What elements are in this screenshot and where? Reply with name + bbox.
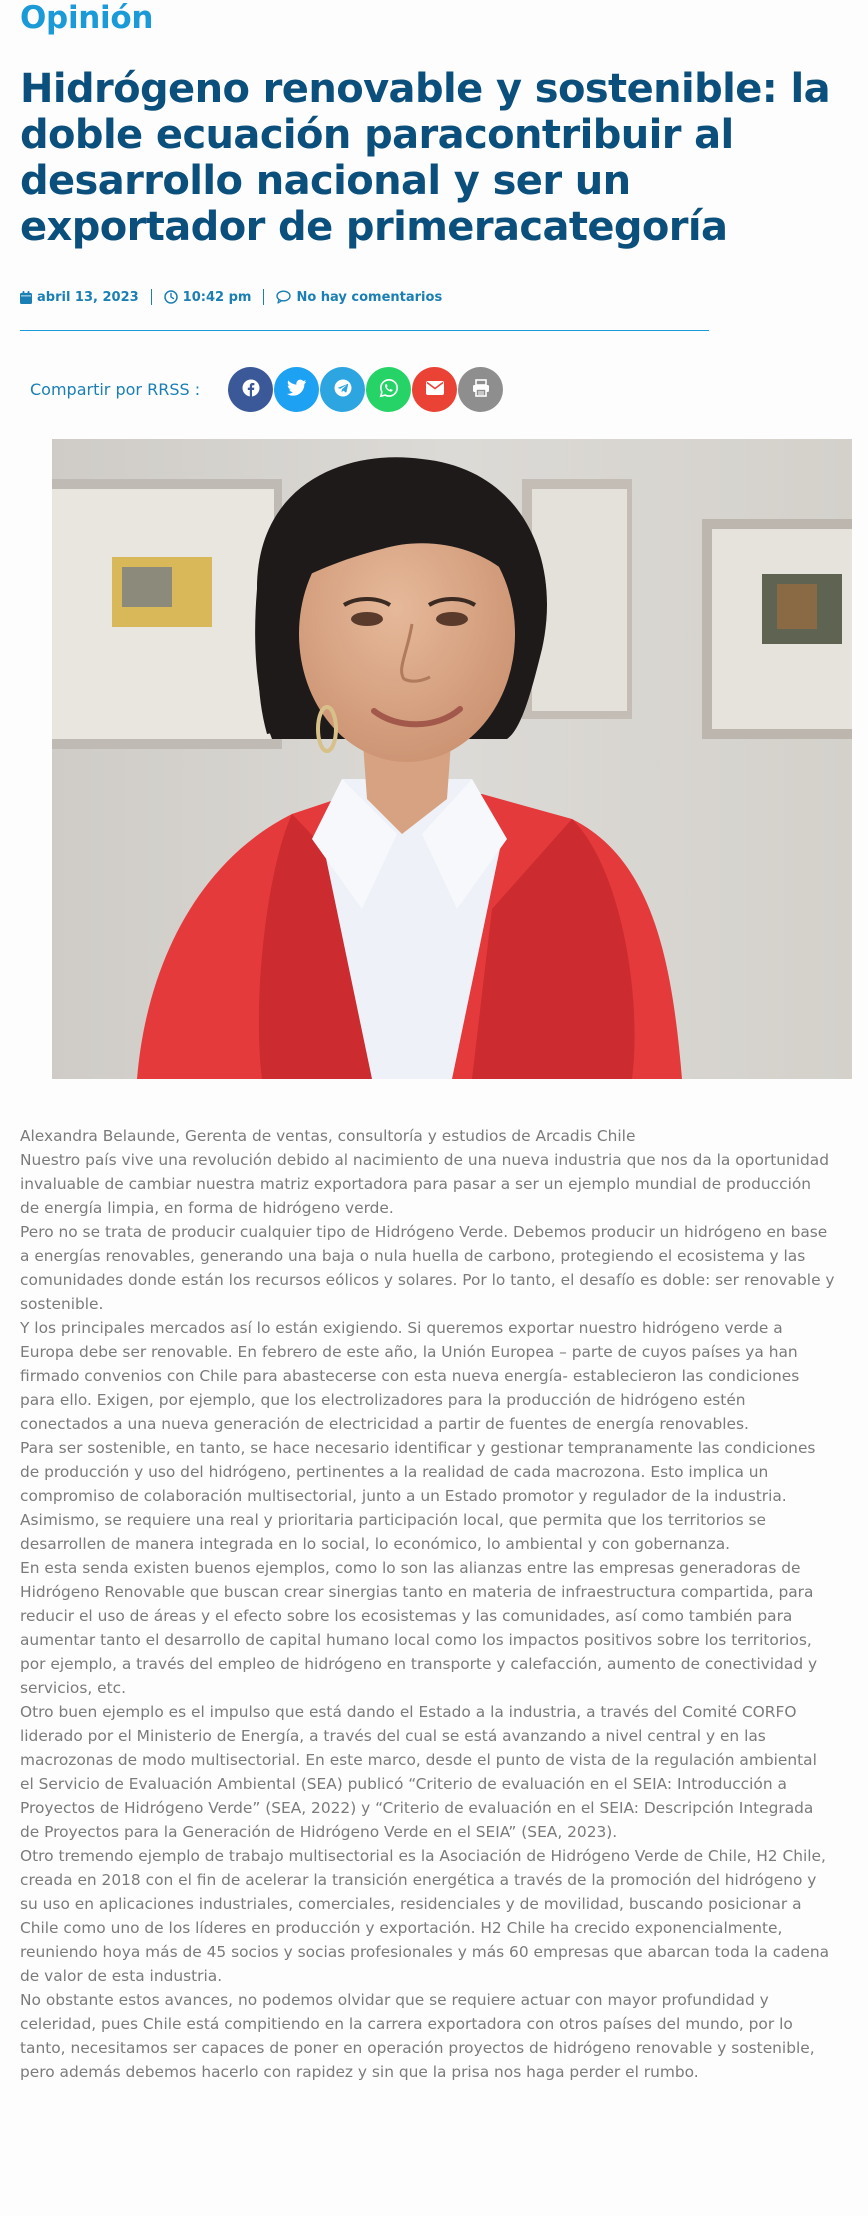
post-time (164, 290, 252, 305)
meta-separator (151, 289, 152, 305)
share-telegram-button[interactable] (320, 367, 365, 412)
article-paragraph: Alexandra Belaunde, Gerenta de ventas, consultoría y estudios de Arcadis Chile (20, 1127, 636, 1145)
post-date[interactable] (20, 290, 139, 305)
category-label[interactable]: Opinión (20, 0, 154, 36)
article-paragraph: Pero no se trata de producir cualquier tipo de Hidrógeno Verde. Debemos producir un hidrógeno en base a energías renovables, generando una baja o nula huella de carbono, protegiendo el ecosistema y las comunidades donde están los recursos eólicos y solares. Por lo tanto, el desafío es doble: ser renovable y sostenible. (20, 1223, 835, 1313)
post-comments[interactable] (276, 290, 442, 305)
share-label: Compartir por RRSS : (30, 380, 201, 399)
meta-separator (263, 289, 264, 305)
article-paragraph: En esta senda existen buenos ejemplos, como lo son las alianzas entre las empresas generadoras de Hidrógeno Renovable que buscan crear sinergias tanto en materia de infraestructura compartida, para reducir el uso de áreas y el efecto sobre los ecosistemas y las comunidades, así como también para aumentar tanto el desarrollo de capital humano local como los impactos positivos sobre los territorios, por ejemplo, a través del empleo de hidrógeno en transporte y calefacción, aumento de conectividad y servicios, etc. (20, 1559, 818, 1697)
article-paragraph: Otro buen ejemplo es el impulso que está dando el Estado a la industria, a través del Comité CORFO liderado por el Ministerio de Energía, a través del cual se está avanzando a nivel central y en las macrozonas de modo multisectorial. En este marco, desde el punto de vista de la regulación ambiental el Servicio de Evaluación Ambiental (SEA) publicó “Criterio de evaluación en el SEIA: Introducción a Proyectos de Hidrógeno Verde” (SEA, 2022) y “Criterio de evaluación en el SEIA: Descripción Integrada de Proyectos para la Generación de Hidrógeno Verde en el SEIA” (SEA, 2023). (20, 1703, 817, 1841)
share-whatsapp-button[interactable] (366, 367, 411, 412)
share-print-button[interactable] (458, 367, 503, 412)
article-paragraph: Para ser sostenible, en tanto, se hace necesario identificar y gestionar tempranamente las condiciones de producción y uso del hidrógeno, pertinentes a la realidad de cada macrozona. Esto implica un compromiso de colaboración multisectorial, junto a un Estado promotor y regulador de la industria. Asimismo, se requiere una real y prioritaria participación local, que permita que los territorios se desarrollen de manera integrada en lo social, lo económico, lo ambiental y con gobernanza. (20, 1439, 816, 1553)
clock-icon (164, 290, 178, 304)
share-bar (30, 367, 503, 412)
comment-icon (276, 290, 291, 304)
comments-count-text: No hay comentarios (296, 289, 443, 305)
share-facebook-button[interactable] (228, 367, 273, 412)
article-title: Hidrógeno renovable y sostenible: la doble ecuación paracontribuir al desarrollo nacional y ser un exportador de primeracategoría (20, 66, 830, 250)
whatsapp-icon (379, 378, 399, 402)
author-photo (52, 439, 852, 1079)
article-body (20, 1124, 835, 2084)
calendar-icon (20, 291, 32, 304)
article-paragraph: Nuestro país vive una revolución debido al nacimiento de una nueva industria que nos da la oportunidad invaluable de cambiar nuestra matriz exportadora para pasar a ser un ejemplo mundial de producción de energía limpia, en forma de hidrógeno verde. (20, 1151, 829, 1217)
post-date-text: abril 13, 2023 (37, 289, 139, 305)
share-twitter-button[interactable] (274, 367, 319, 412)
share-email-button[interactable] (412, 367, 457, 412)
share-buttons (228, 367, 503, 412)
article-paragraph: Y los principales mercados así lo están exigiendo. Si queremos exportar nuestro hidrógeno verde a Europa debe ser renovable. En febrero de este año, la Unión Europea – parte de cuyos países ya han firmado convenios con Chile para abastecerse con esta nueva energía- establecieron las condiciones para ello. Exigen, por ejemplo, que los electrolizadores para la producción de hidrógeno estén conectados a una nueva generación de electricidad a partir de fuentes de energía renovables. (20, 1319, 800, 1433)
facebook-icon (241, 378, 261, 402)
telegram-icon (333, 378, 353, 402)
post-meta (20, 289, 442, 305)
twitter-icon (287, 379, 307, 401)
article-paragraph: Otro tremendo ejemplo de trabajo multisectorial es la Asociación de Hidrógeno Verde de Chile, H2 Chile, creada en 2018 con el fin de acelerar la transición energética a través de la promoción del hidrógeno y su uso en aplicaciones industriales, comerciales, residenciales y de movilidad, buscando posicionar a Chile como uno de los líderes en producción y exportación. H2 Chile ha crecido exponencialmente, reuniendo hoya más de 45 socios y socias profesionales y más 60 empresas que abarcan toda la cadena de valor de esta industria. (20, 1847, 830, 1985)
email-icon (426, 380, 444, 399)
header-divider (20, 330, 709, 331)
print-icon (472, 379, 490, 401)
article-paragraph: No obstante estos avances, no podemos olvidar que se requiere actuar con mayor profundidad y celeridad, pues Chile está compitiendo en la carrera exportadora con otros países del mundo, por lo tanto, necesitamos ser capaces de poner en operación proyectos de hidrógeno renovable y sostenible, pero además debemos hacerlo con rapidez y sin que la prisa nos haga perder el rumbo. (20, 1991, 815, 2081)
post-time-text: 10:42 pm (182, 289, 252, 305)
